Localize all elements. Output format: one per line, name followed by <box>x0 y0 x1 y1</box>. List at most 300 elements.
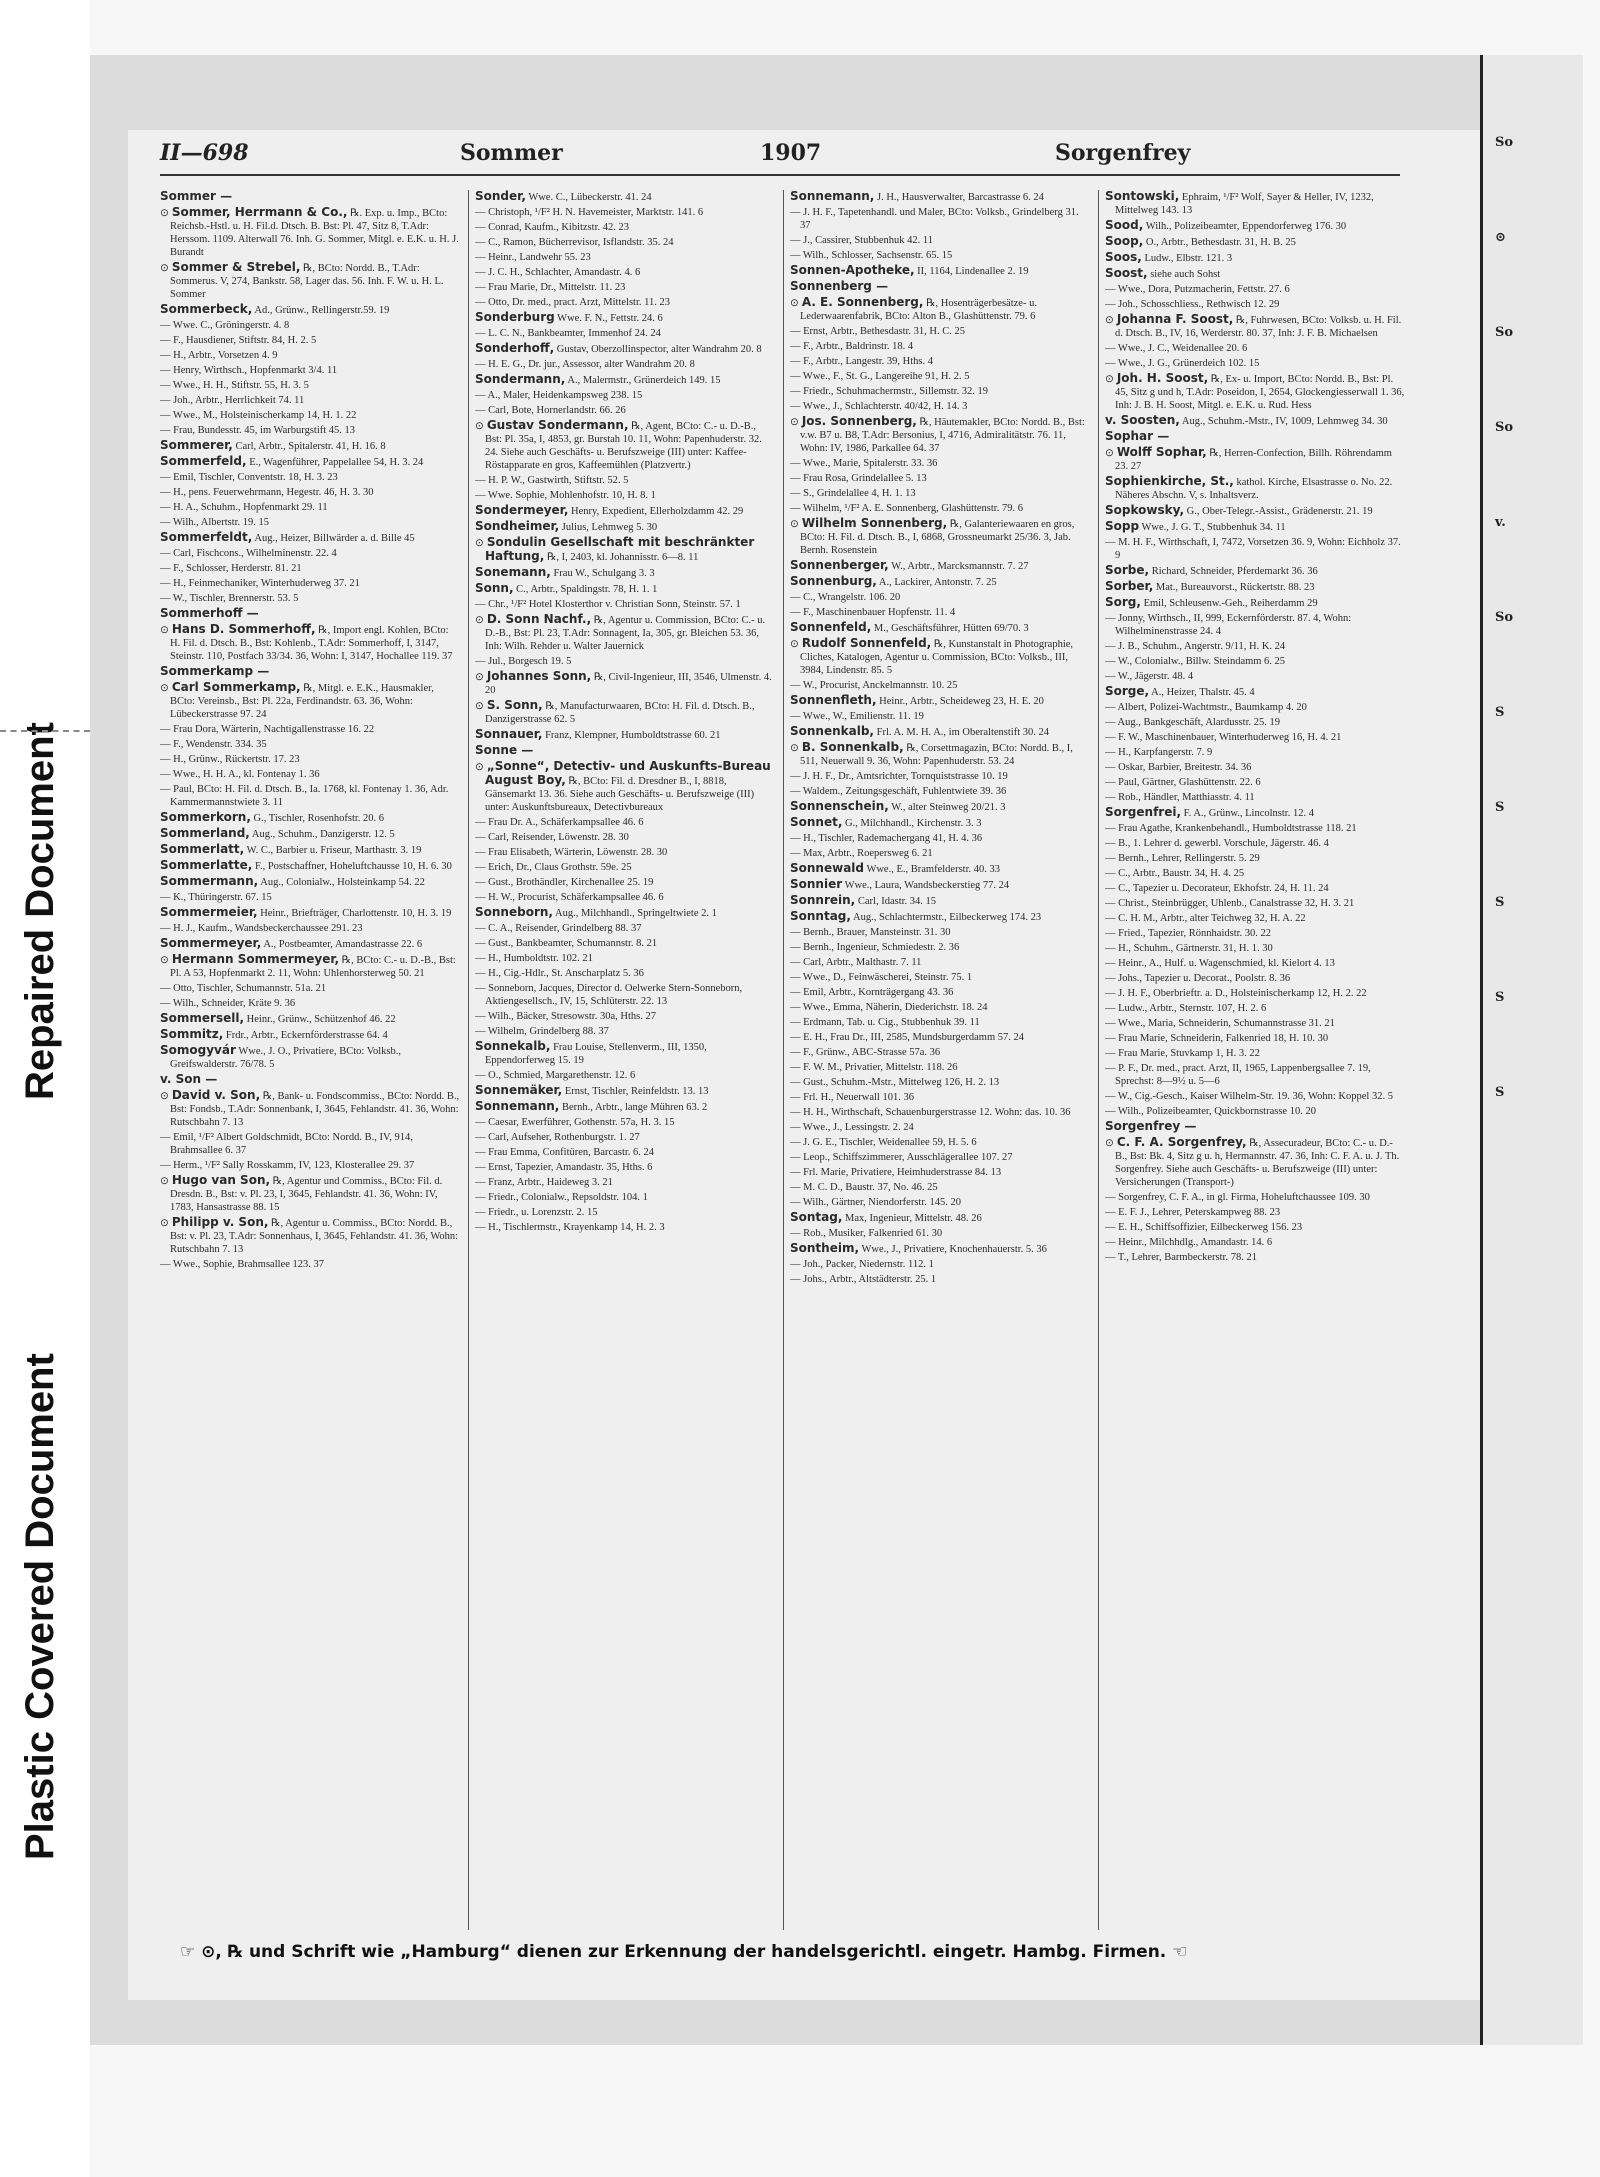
directory-entry <box>1105 267 1405 281</box>
directory-entry <box>1105 190 1405 217</box>
entry-name: Sondermeyer, <box>475 503 569 517</box>
directory-entry <box>160 394 460 407</box>
entry-details: — Wwe., J. G., Grünerdeich 102. 15 <box>1105 358 1260 369</box>
entry-details: G., Milchhandl., Kirchenstr. 3. 3 <box>845 818 982 829</box>
entry-name: Sonderburg <box>475 310 555 324</box>
directory-entry <box>475 876 775 889</box>
entry-details: Aug., Colonialw., Holsteinkamp 54. 22 <box>260 877 425 888</box>
column-3 <box>790 190 1090 1930</box>
entry-details: — C., Wrangelstr. 106. 20 <box>790 592 901 603</box>
directory-entry <box>475 1191 775 1204</box>
entry-name: v. Soosten, <box>1105 413 1180 427</box>
page-number: II—698 <box>160 140 249 166</box>
entry-details: Heinr., Grünw., Schützenhof 46. 22 <box>246 1014 396 1025</box>
entry-details: — Friedr., Schuhmachermstr., Sillemstr. 32. 19 <box>790 386 989 397</box>
entry-details: — Carl, Reisender, Löwenstr. 28. 30 <box>475 832 629 843</box>
entry-details: — Paul, BCto: H. Fil. d. Dtsch. B., Ia. 1768, kl. Fontenay 1. 36, Adr. Kammermannstwiete 3. 11 <box>160 784 449 808</box>
entry-details: — J. B., Schuhm., Angerstr. 9/11, H. K. 24 <box>1105 641 1286 652</box>
entry-details: — J., Cassirer, Stubbenhuk 42. 11 <box>790 235 933 246</box>
entry-details: Gustav, Oberzollinspector, alter Wandrahm 20. 8 <box>556 344 762 355</box>
edge-fragment: So <box>1495 325 1514 340</box>
directory-entry <box>790 385 1090 398</box>
entry-name: Rudolf Sonnenfeld, <box>801 636 932 650</box>
directory-entry <box>475 1131 775 1144</box>
entry-details: — Wwe. Sophie, Mohlenhofstr. 10, H. 8. 1 <box>475 490 656 501</box>
header-left-word: Sommer <box>460 140 563 166</box>
entry-details: Julius, Lehmweg 5. 30 <box>561 522 658 533</box>
directory-entry <box>1105 313 1405 340</box>
registered-firm-icon: ⊙ <box>160 263 169 274</box>
directory-entry <box>160 607 460 621</box>
cut-line <box>0 730 90 732</box>
entry-name: Sonemann, <box>475 565 551 579</box>
directory-entry <box>475 1221 775 1234</box>
entry-details: O., Arbtr., Bethesdastr. 31, H. B. 25 <box>1145 237 1296 248</box>
directory-entry <box>160 783 460 809</box>
entry-name: Sommitz, <box>160 1027 224 1041</box>
directory-entry <box>1105 564 1405 578</box>
directory-entry <box>1105 298 1405 311</box>
directory-entry <box>160 1073 460 1087</box>
directory-entry <box>475 1161 775 1174</box>
directory-entry <box>160 906 460 920</box>
entry-details: — Frau Dr. A., Schäferkampsallee 46. 6 <box>475 817 644 828</box>
directory-entry <box>1105 837 1405 850</box>
directory-entry <box>1105 372 1405 412</box>
directory-entry <box>475 1176 775 1189</box>
entry-details: — J. C. H., Schlachter, Amandastr. 4. 6 <box>475 267 641 278</box>
directory-entry <box>1105 776 1405 789</box>
directory-entry <box>790 832 1090 845</box>
directory-entry <box>1105 716 1405 729</box>
entry-details: E., Wagenführer, Pappelallee 54, H. 3. 24 <box>249 457 424 468</box>
entry-details: — F., Wendenstr. 334. 35 <box>160 739 267 750</box>
registered-firm-icon: ⊙ <box>475 538 484 549</box>
entry-details: A., Postbeamter, Amandastrasse 22. 6 <box>263 939 423 950</box>
entry-details: Aug., Heizer, Billwärder a. d. Bille 45 <box>254 533 415 544</box>
entry-details: — H., Cig.-Hdlr., St. Anscharplatz 5. 36 <box>475 968 644 979</box>
registered-firm-icon: ⊙ <box>475 762 484 773</box>
entry-details: — Caesar, Ewerführer, Gothenstr. 57a, H. 3. 15 <box>475 1117 675 1128</box>
entry-name: Sonnenfleth, <box>790 693 877 707</box>
entry-name: Sondheimer, <box>475 519 560 533</box>
entry-name: Hermann Sommermeyer, <box>171 952 340 966</box>
entry-details: Wwe., J. G. T., Stubbenhuk 34. 11 <box>1141 522 1286 533</box>
entry-details: — Wwe., W., Emilienstr. 11. 19 <box>790 711 924 722</box>
directory-entry <box>790 910 1090 924</box>
directory-entry <box>1105 1032 1405 1045</box>
directory-entry <box>475 281 775 294</box>
entry-details: Wwe. F. N., Fettstr. 24. 6 <box>557 313 663 324</box>
entry-details: — Ernst, Arbtr., Bethesdastr. 31, H. C. 25 <box>790 326 965 337</box>
directory-entry <box>1105 357 1405 370</box>
registered-firm-icon: ⊙ <box>160 683 169 694</box>
entry-name: Sopkowsky, <box>1105 503 1185 517</box>
entry-name: Sonnrein, <box>790 893 856 907</box>
directory-entry <box>790 1121 1090 1134</box>
directory-entry <box>790 1196 1090 1209</box>
entry-details: — Gust., Brothändler, Kirchenallee 25. 19 <box>475 877 654 888</box>
directory-entry <box>1105 867 1405 880</box>
entry-details: ℞, Galanteriewaaren en gros, BCto: H. Fil. d. Dtsch. B., I, 6868, Grossneumarkt 25/36. 3, Jab. Bernh. Rosenstein <box>800 519 1075 556</box>
entry-details: — Wwe., H. H., Stiftstr. 55, H. 3. 5 <box>160 380 309 391</box>
entry-details: — Heinr., Milchhdlg., Amandastr. 14. 6 <box>1105 1237 1273 1248</box>
entry-details: ℞, Bank- u. Fondscommiss., BCto: Nordd. B., Bst: Fondsb., T.Adr: Sonnenbank, I, 3645, Fehlandstr. 41. 36, Wohn: Rutschbahn 7. 13 <box>170 1091 460 1128</box>
entry-name: Sonnier <box>790 877 843 891</box>
entry-details: — W., Procurist, Anckelmannstr. 10. 25 <box>790 680 958 691</box>
directory-entry <box>475 1206 775 1219</box>
entry-details: ℞, BCto: C.- u. D.-B., Bst: Pl. A 53, Hopfenmarkt 2. 11, Wohn: Uhlenhorsterweg 50. 21 <box>170 955 456 979</box>
entry-details: — Fried., Tapezier, Rönnhaidstr. 30. 22 <box>1105 928 1272 939</box>
directory-entry <box>1105 414 1405 428</box>
entry-name: Johanna F. Soost, <box>1116 312 1234 326</box>
directory-entry <box>160 439 460 453</box>
entry-details: — F., Maschinenbauer Hopfenstr. 11. 4 <box>790 607 956 618</box>
entry-details: — L. C. N., Bankbeamter, Immenhof 24. 24 <box>475 328 661 339</box>
entry-details: — J. H. F., Oberbrieftr. a. D., Holsteinischerkamp 12, H. 2. 22 <box>1105 988 1367 999</box>
entry-details: — K., Thüringerstr. 67. 15 <box>160 892 272 903</box>
entry-details: — Heinr., A., Hulf. u. Wagenschmied, kl. Kielort 4. 13 <box>1105 958 1335 969</box>
entry-details: — Paul, Gärtner, Glashüttenstr. 22. 6 <box>1105 777 1261 788</box>
entry-details: Ad., Grünw., Rellingerstr.59. 19 <box>254 305 390 316</box>
entry-details: Aug., Milchhandl., Springeltwiete 2. 1 <box>555 908 717 919</box>
directory-entry <box>1105 822 1405 835</box>
directory-entry <box>790 1031 1090 1044</box>
entry-details: ℞, I, 2403, kl. Johannisstr. 6—8. 11 <box>546 552 699 563</box>
registered-firm-icon: ⊙ <box>1105 448 1114 459</box>
entry-details: — H. A., Schuhm., Hopfenmarkt 29. 11 <box>160 502 328 513</box>
directory-entry <box>475 670 775 697</box>
entry-details: — H., Karpfangerstr. 7. 9 <box>1105 747 1213 758</box>
directory-entry <box>160 379 460 392</box>
directory-entry <box>790 926 1090 939</box>
directory-entry <box>475 489 775 502</box>
entry-name: Sophar — <box>1105 429 1170 443</box>
entry-details: ℞, Ex- u. Import, BCto: Nordd. B., Bst: Pl. 45, Sitz g und h, T.Adr: Poseidon, I, 2654, Glockengiesserwall 1. 36, Inh: J. B. H. Soost, Mitgl. e. E.K. u. Rud. Hess <box>1115 374 1405 411</box>
directory-entry <box>790 1166 1090 1179</box>
entry-details: — Emil, Tischler, Conventstr. 18, H. 3. 23 <box>160 472 338 483</box>
entry-details: F., Postschaffner, Hoheluftchausse 10, H. 6. 30 <box>254 861 452 872</box>
column-4 <box>1105 190 1405 1930</box>
entry-name: Sonderhoff, <box>475 341 555 355</box>
directory-entry <box>790 710 1090 723</box>
registered-firm-icon: ⊙ <box>1105 315 1114 326</box>
entry-details: — Franz, Arbtr., Haideweg 3. 21 <box>475 1177 613 1188</box>
directory-entry <box>790 591 1090 604</box>
entry-name: „Sonne“, Detectiv- und Auskunfts-Bureau August Boy, <box>485 759 771 787</box>
entry-details: — Carl, Fischcons., Wilhelminenstr. 22. 4 <box>160 548 337 559</box>
entry-details: ℞, Kunstanstalt in Photographie, Cliches, Katalogen, Agentur u. Commission, BCto: Volksb., III, 3984, Lindenstr. 85. 5 <box>800 639 1074 676</box>
entry-details: — B., 1. Lehrer d. gewerbl. Vorschule, Jägerstr. 46. 4 <box>1105 838 1329 849</box>
directory-entry <box>475 206 775 219</box>
directory-entry <box>160 922 460 935</box>
directory-entry <box>1105 1206 1405 1219</box>
entry-name: Sonnewald <box>790 861 864 875</box>
entry-details: — Sorgenfrey, C. F. A., in gl. Firma, Hoheluftchaussee 109. 30 <box>1105 1192 1370 1203</box>
entry-details: — F., Arbtr., Langestr. 39, Hths. 4 <box>790 356 933 367</box>
directory-entry <box>475 296 775 309</box>
directory-entry <box>790 741 1090 768</box>
entry-details: W., alter Steinweg 20/21. 3 <box>891 802 1006 813</box>
entry-details: — J. H. F., Tapetenhandl. und Maler, BCto: Volksb., Grindelberg 31. 37 <box>790 207 1079 231</box>
entry-details: Frl. A. M. H. A., im Oberaltenstift 30. 24 <box>876 727 1049 738</box>
edge-fragment: S <box>1495 1085 1505 1100</box>
directory-entry <box>790 190 1090 204</box>
directory-entry <box>790 1136 1090 1149</box>
directory-entry <box>1105 520 1405 534</box>
directory-entry <box>790 325 1090 338</box>
entry-name: Sorg, <box>1105 595 1141 609</box>
directory-entry <box>1105 655 1405 668</box>
directory-entry <box>1105 283 1405 296</box>
entry-name: Sonneborn, <box>475 905 553 919</box>
directory-entry <box>475 816 775 829</box>
entry-name: Sommerlatt, <box>160 842 245 856</box>
side-strip <box>0 0 90 2177</box>
entry-details: — Aug., Bankgeschäft, Alardusstr. 25. 19 <box>1105 717 1280 728</box>
entry-details: — Joh., Schosschliess., Rethwisch 12. 29 <box>1105 299 1280 310</box>
directory-entry <box>1105 251 1405 265</box>
directory-entry <box>1105 987 1405 1000</box>
directory-entry <box>160 190 460 204</box>
entry-details: — W., Tischler, Brennerstr. 53. 5 <box>160 593 299 604</box>
edge-fragment: v. <box>1495 515 1506 530</box>
entry-details: A., Malermstr., Grünerdeich 149. 15 <box>567 375 721 386</box>
entry-details: F. A., Grünw., Lincolnstr. 12. 4 <box>1183 808 1314 819</box>
next-page-edge <box>1480 55 1583 2045</box>
entry-details: — E. F. J., Lehrer, Peterskampweg 88. 23 <box>1105 1207 1281 1218</box>
directory-entry <box>790 956 1090 969</box>
directory-entry <box>790 1061 1090 1074</box>
entry-details: — Wilh., Albertstr. 19. 15 <box>160 517 270 528</box>
entry-details: — J. G. E., Tischler, Weidenallee 59, H. 5. 6 <box>790 1137 977 1148</box>
entry-details: — F., Schlosser, Herderstr. 81. 21 <box>160 563 302 574</box>
column-1 <box>160 190 460 1930</box>
directory-entry <box>790 280 1090 294</box>
entry-name: Johannes Sonn, <box>486 669 592 683</box>
directory-entry <box>790 800 1090 814</box>
entry-details: — Rob., Musiker, Falkenried 61. 30 <box>790 1228 943 1239</box>
directory-entry <box>790 472 1090 485</box>
directory-entry <box>475 1084 775 1098</box>
directory-entry <box>790 1258 1090 1271</box>
repaired-document-label: Repaired Document <box>18 722 62 1100</box>
directory-entry <box>475 266 775 279</box>
entry-details: — F. W. M., Privatier, Mittelstr. 118. 26 <box>790 1062 958 1073</box>
entry-name: Sommerbeck, <box>160 302 253 316</box>
directory-entry <box>1105 1136 1405 1189</box>
registered-firm-icon: ⊙ <box>160 1176 169 1187</box>
directory-entry <box>160 364 460 377</box>
entry-details: — Erich, Dr., Claus Grothstr. 59e. 25 <box>475 862 632 873</box>
entry-name: Sommer, Herrmann & Co., <box>171 205 348 219</box>
entry-details: — Wwe., F., St. G., Langereihe 91, H. 2. 5 <box>790 371 970 382</box>
entry-details: — Oskar, Barbier, Breitestr. 34. 36 <box>1105 762 1252 773</box>
directory-entry <box>790 1106 1090 1119</box>
entry-details: — Christoph, ¹/F² H. N. Havemeister, Marktstr. 141. 6 <box>475 207 704 218</box>
entry-details: Heinr., Briefträger, Charlottenstr. 10, H. 3. 19 <box>260 908 452 919</box>
directory-entry <box>160 1159 460 1172</box>
plastic-covered-label: Plastic Covered Document <box>18 1353 62 1860</box>
directory-entry <box>1105 1120 1405 1134</box>
edge-fragment: So <box>1495 610 1514 625</box>
entry-details: Franz, Klempner, Humboldtstrasse 60. 21 <box>545 730 721 741</box>
directory-entry <box>1105 897 1405 910</box>
directory-entry <box>1105 882 1405 895</box>
entry-name: Sontag, <box>790 1210 843 1224</box>
directory-entry <box>1105 446 1405 473</box>
entry-details: — Erdmann, Tab. u. Cig., Stubbenhuk 39. 11 <box>790 1017 980 1028</box>
entry-details: ℞, Fuhrwesen, BCto: Volksb. u. H. Fil. d. Dtsch. B., IV, 16, Werderstr. 80. 37, Inh: J. F. B. Michaelsen <box>1115 315 1402 339</box>
entry-name: Sommermann, <box>160 874 259 888</box>
directory-entry <box>790 559 1090 573</box>
registered-firm-icon: ⊙ <box>1105 374 1114 385</box>
directory-entry <box>475 598 775 611</box>
entry-details: Wwe., Laura, Wandsbeckerstieg 77. 24 <box>844 880 1010 891</box>
directory-entry <box>790 862 1090 876</box>
edge-fragment: S <box>1495 895 1505 910</box>
directory-entry <box>1105 1221 1405 1234</box>
entry-name: Sondermann, <box>475 372 566 386</box>
entry-details: ℞, Import engl. Kohlen, BCto: H. Fil. d. Dtsch. B., Bst: Kohlenb., T.Adr: Sommerhoff, I, 3147, Steinstr. 110, Postfach 33/34. 36, Wohn: I, 3147, Hochallee 119. 37 <box>170 625 453 662</box>
entry-name: B. Sonnenkalb, <box>801 740 904 754</box>
directory-entry <box>790 1046 1090 1059</box>
directory-entry <box>475 861 775 874</box>
directory-entry <box>790 816 1090 830</box>
entry-name: Sommerfeld, <box>160 454 247 468</box>
registered-firm-icon: ⊙ <box>790 743 799 754</box>
registered-firm-icon: ⊙ <box>790 639 799 650</box>
entry-name: Sorgenfrey — <box>1105 1119 1197 1133</box>
entry-details: — H., Feinmechaniker, Winterhuderweg 37. 21 <box>160 578 360 589</box>
entry-details: — Wilh., Schlosser, Sachsenstr. 65. 15 <box>790 250 953 261</box>
entry-details: — Wwe., Emma, Näherin, Diederichstr. 18. 24 <box>790 1002 988 1013</box>
directory-entry <box>160 827 460 841</box>
entry-details: Ephraim, ¹/F² Wolf, Sayer & Heller, IV, 1232, Mittelweg 143. 13 <box>1115 192 1374 216</box>
directory-entry <box>1105 1062 1405 1088</box>
directory-entry <box>790 971 1090 984</box>
entry-name: Wolff Sophar, <box>1116 445 1207 459</box>
directory-entry <box>160 471 460 484</box>
directory-entry <box>475 358 775 371</box>
entry-details: — C. A., Reisender, Grindelberg 88. 37 <box>475 923 642 934</box>
entry-details: — C., Arbtr., Baustr. 34, H. 4. 25 <box>1105 868 1245 879</box>
directory-entry <box>1105 475 1405 502</box>
entry-details: — Frau Agathe, Krankenbehandl., Humboldtstrasse 118. 21 <box>1105 823 1357 834</box>
directory-entry <box>1105 596 1405 610</box>
entry-details: — Carl, Aufseher, Rothenburgstr. 1. 27 <box>475 1132 640 1143</box>
directory-entry <box>1105 806 1405 820</box>
page-header <box>160 140 1400 176</box>
entry-details: — Albert, Polizei-Wachtmstr., Baumkamp 4. 20 <box>1105 702 1307 713</box>
directory-entry <box>475 251 775 264</box>
entry-details: ℞, Civil-Ingenieur, III, 3546, Ulmenstr. 4. 20 <box>485 672 772 696</box>
directory-entry <box>475 1025 775 1038</box>
entry-details: Henry, Expedient, Ellerholzdamm 42. 29 <box>571 506 744 517</box>
entry-name: Sontheim, <box>790 1241 860 1255</box>
entry-name: Sonnen-Apotheke, <box>790 263 915 277</box>
entry-name: Sorgenfrei, <box>1105 805 1182 819</box>
directory-entry <box>1105 670 1405 683</box>
registered-firm-icon: ⊙ <box>475 421 484 432</box>
entry-details: — Leop., Schiffszimmerer, Ausschlägerallee 107. 27 <box>790 1152 1013 1163</box>
directory-entry <box>790 878 1090 892</box>
entry-details: — Friedr., u. Lorenzstr. 2. 15 <box>475 1207 598 1218</box>
entry-name: Sorge, <box>1105 684 1150 698</box>
directory-entry <box>160 891 460 904</box>
entry-details: ℞, Corsettmagazin, BCto: Nordd. B., I, 511, Neuerwall 9. 36, Wohn: Papenhuderstr. 53. 24 <box>800 743 1073 767</box>
entry-details: ℞, Häutemakler, BCto: Nordd. B., Bst: v.w. B7 u. B8, T.Adr: Bersonius, I, 4716, Admiralitätstr. 76. 11, Wohn: IV, 1986, Parkallee 64. 37 <box>800 417 1085 454</box>
directory-entry <box>790 637 1090 677</box>
entry-details: — Frau Marie, Schneiderin, Falkenried 18, H. 10. 30 <box>1105 1033 1329 1044</box>
directory-entry <box>160 1044 460 1071</box>
entry-details: — Joh., Arbtr., Herrlichkeit 74. 11 <box>160 395 305 406</box>
directory-entry <box>475 536 775 564</box>
entry-name: Sonnauer, <box>475 727 543 741</box>
directory-entry <box>790 1001 1090 1014</box>
registered-firm-icon: ⊙ <box>790 298 799 309</box>
directory-entry <box>1105 1002 1405 1015</box>
entry-name: Sommerkamp — <box>160 664 270 678</box>
directory-entry <box>1105 912 1405 925</box>
directory-entry <box>160 937 460 951</box>
entry-name: Sommermeyer, <box>160 936 262 950</box>
directory-entry <box>160 681 460 721</box>
entry-details: — H., pens. Feuerwehrmann, Hegestr. 46, H. 3. 30 <box>160 487 374 498</box>
entry-details: — Wwe., M., Holsteinischerkamp 14, H. 1. 22 <box>160 410 357 421</box>
registered-firm-icon: ⊙ <box>790 417 799 428</box>
entry-name: Carl Sommerkamp, <box>171 680 301 694</box>
entry-details: — Ernst, Tapezier, Amandastr. 35, Hths. 6 <box>475 1162 653 1173</box>
directory-entry <box>1105 972 1405 985</box>
entry-name: Joh. H. Soost, <box>1116 371 1209 385</box>
entry-details: — Frau Marie, Dr., Mittelstr. 11. 23 <box>475 282 626 293</box>
entry-name: Sommer & Strebel, <box>171 260 301 274</box>
entry-details: — Carl, Arbtr., Malthastr. 7. 11 <box>790 957 922 968</box>
directory-entry <box>475 342 775 356</box>
entry-details: — Otto, Tischler, Schumannstr. 51a. 21 <box>160 983 327 994</box>
directory-entry <box>790 1211 1090 1225</box>
entry-name: A. E. Sonnenberg, <box>801 295 924 309</box>
directory-entry <box>475 1069 775 1082</box>
directory-entry <box>790 1091 1090 1104</box>
entry-details: Heinr., Arbtr., Scheideweg 23, H. E. 20 <box>879 696 1044 707</box>
entry-details: — C. H. M., Arbtr., alter Teichweg 32, H. A. 22 <box>1105 913 1306 924</box>
entry-name: Sonn, <box>475 581 514 595</box>
directory-entry <box>475 982 775 1008</box>
entry-details: C., Arbtr., Spaldingstr. 78, H. 1. 1 <box>516 584 658 595</box>
entry-details: — Frau Elisabeth, Wärterin, Löwenstr. 28. 30 <box>475 847 668 858</box>
directory-entry <box>475 404 775 417</box>
entry-details: — F., Arbtr., Baldrinstr. 18. 4 <box>790 341 914 352</box>
entry-details: ℞, Hosenträgerbesätze- u. Lederwaarenfabrik, BCto: Alton B., Glashüttenstr. 79. 6 <box>800 298 1037 322</box>
entry-name: Sondulin Gesellschaft mit beschränkter Haftung, <box>485 535 755 563</box>
directory-entry <box>160 261 460 301</box>
entry-details: — Frl. H., Neuerwall 101. 36 <box>790 1092 914 1103</box>
registered-firm-icon: ⊙ <box>790 519 799 530</box>
directory-entry <box>790 355 1090 368</box>
entry-name: Sood, <box>1105 218 1144 232</box>
entry-name: Sonnemann, <box>790 190 875 203</box>
edge-fragment: ⊙ <box>1495 230 1506 245</box>
entry-name: Philipp v. Son, <box>171 1215 269 1229</box>
directory-entry <box>160 1131 460 1157</box>
directory-entry <box>790 621 1090 635</box>
entry-details: — H. P. W., Gastwirth, Stiftstr. 52. 5 <box>475 475 629 486</box>
directory-entry <box>160 982 460 995</box>
directory-entry <box>475 906 775 920</box>
directory-entry <box>1105 685 1405 699</box>
